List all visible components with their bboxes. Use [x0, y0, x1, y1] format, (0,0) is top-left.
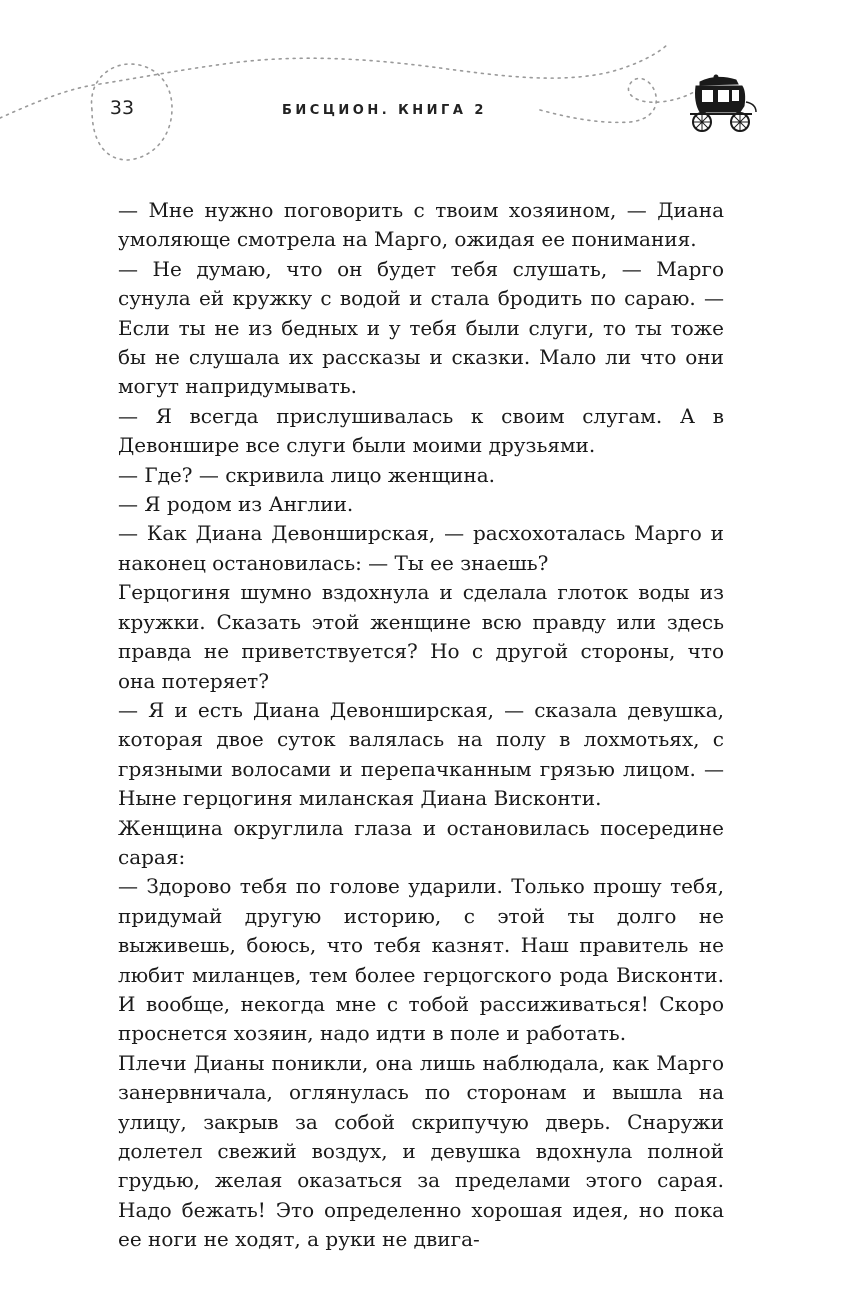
- paragraph: — Я родом из Англии.: [118, 492, 354, 517]
- paragraph: Герцогиня шумно вздохнула и сделала глоток воды из кружки. Сказать этой женщине всю правду или здесь правда не приветствуется? Но с другой стороны, что она потеряет?: [118, 580, 724, 693]
- paragraph: — Не думаю, что он будет тебя слушать, — Марго сунула ей кружку с водой и стала бродить по сараю. — Если ты не из бедных и у тебя были слуги, то ты тоже бы не слушала их рассказы и сказки. Мало ли что они могут напридумывать.: [118, 256, 724, 399]
- paragraph: — Я и есть Диана Девонширская, — сказала девушка, которая двое суток валялась на полу в лохмотьях, с грязными волосами и перепачканным грязью лицом. — Ныне герцогиня миланская Диана Висконти.: [118, 697, 724, 811]
- paragraph: — Здорово тебя по голове ударили. Только прошу тебя, придумай другую историю, с этой ты долго не выживешь, боюсь, что тебя казнят. Наш правитель не любит миланцев, тем более герцогского рода Висконти. И вообще, некогда мне с тобой рассиживаться! Скоро проснется хозяин, надо идти в поле и работать.: [118, 874, 724, 1046]
- paragraph: — Мне нужно поговорить с твоим хозяином, — Диана умоляюще смотрела на Марго, ожидая ее понимания.: [118, 198, 724, 252]
- paragraph: — Где? — скривила лицо женщина.: [118, 462, 495, 487]
- running-title: БИСЦИОН. КНИГА 2: [282, 103, 487, 118]
- paragraph: — Как Диана Девонширская, — расхохоталась Марго и наконец остановилась: — Ты ее знаешь?: [118, 521, 724, 575]
- paragraph: — Я всегда прислушивалась к своим слугам. А в Девоншире все слуги были моими друзьями.: [118, 403, 724, 458]
- carriage-icon: [686, 72, 758, 134]
- paragraph: Плечи Дианы поникли, она лишь наблюдала, как Марго занервничала, оглянулась по сторонам и вышла на улицу, закрыв за собой скрипучую дверь. Снаружи долетел свежий воздух, и девушка вдохнула полной грудью, желая оказаться за пределами этого сарая. Надо бежать! Это определенно хорошая идея, но пока ее ноги не ходят, а руки не двига-: [118, 1050, 724, 1252]
- paragraph: Женщина округлила глаза и остановилась посередине сарая:: [118, 815, 724, 869]
- page-body-text: [118, 196, 724, 1255]
- page-number: 33: [109, 97, 135, 119]
